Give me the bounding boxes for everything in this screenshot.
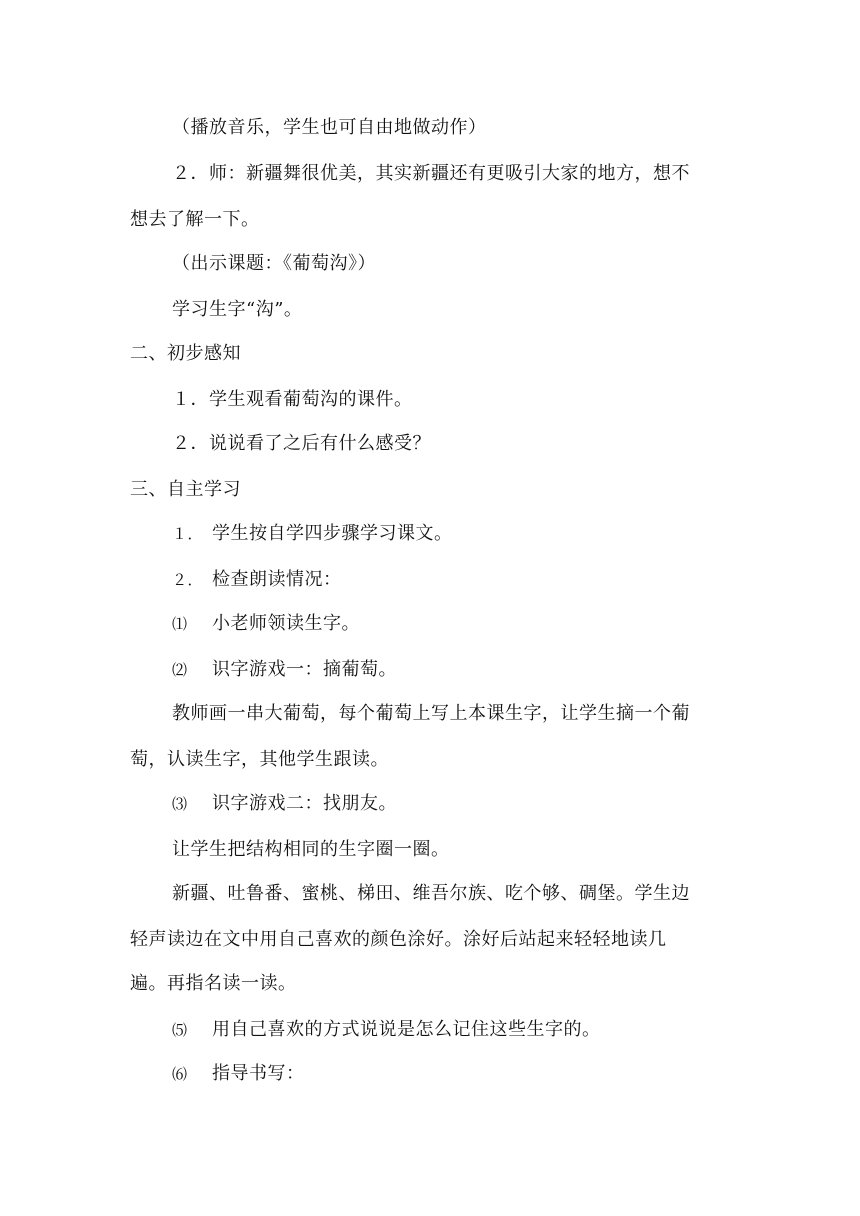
- text-line: ２．说说看了之后有什么感受？: [172, 433, 431, 454]
- text-line: 让学生把结构相同的生字圈一圈。: [172, 839, 450, 860]
- text-line: （出示课题：《葡萄沟》）: [172, 253, 376, 274]
- text-line: 想去了解一下。: [130, 209, 260, 230]
- item-number: ⑴: [172, 615, 188, 633]
- item-number: ⑶: [172, 795, 188, 813]
- item-text: 识字游戏二：找朋友。: [212, 793, 397, 814]
- text-line: 萄，认读生字，其他学生跟读。: [130, 749, 389, 770]
- numbered-item: [172, 522, 453, 546]
- text-line: 教师画一串大葡萄，每个葡萄上写上本课生字，让学生摘一个葡: [172, 703, 690, 724]
- numbered-item: [172, 792, 397, 816]
- text-line: 新疆、吐鲁番、蜜桃、梯田、维吾尔族、吃个够、碉堡。学生边: [172, 883, 690, 904]
- text-line: ２．师：新疆舞很优美，其实新疆还有更吸引大家的地方，想不: [172, 163, 690, 184]
- numbered-item: [172, 1018, 601, 1042]
- numbered-item: [172, 1062, 305, 1086]
- text-line: 学习生字“沟”。: [172, 299, 303, 320]
- item-number: １．: [172, 525, 204, 543]
- item-text: 指导书写：: [212, 1063, 305, 1084]
- text-line: （播放音乐，学生也可自由地做动作）: [172, 117, 487, 138]
- numbered-item: [172, 568, 342, 592]
- item-text: 学生按自学四步骤学习课文。: [212, 523, 453, 544]
- item-number: ２．: [172, 571, 204, 589]
- text-line: 遍。再指名读一读。: [130, 973, 297, 994]
- item-text: 用自己喜欢的方式说说是怎么记住这些生字的。: [212, 1019, 601, 1040]
- numbered-item: [172, 658, 397, 682]
- item-number: ⑵: [172, 661, 188, 679]
- item-text: 检查朗读情况：: [212, 569, 342, 590]
- text-line: １．学生观看葡萄沟的课件。: [172, 389, 413, 410]
- item-text: 识字游戏一：摘葡萄。: [212, 659, 397, 680]
- numbered-item: [172, 612, 360, 636]
- section-heading: 二、初步感知: [130, 343, 241, 364]
- text-line: 轻声读边在文中用自己喜欢的颜色涂好。涂好后站起来轻轻地读几: [130, 929, 667, 950]
- section-heading: 三、自主学习: [130, 479, 241, 500]
- item-number: ⑹: [172, 1065, 188, 1083]
- item-text: 小老师领读生字。: [212, 613, 360, 634]
- item-number: ⑸: [172, 1021, 188, 1039]
